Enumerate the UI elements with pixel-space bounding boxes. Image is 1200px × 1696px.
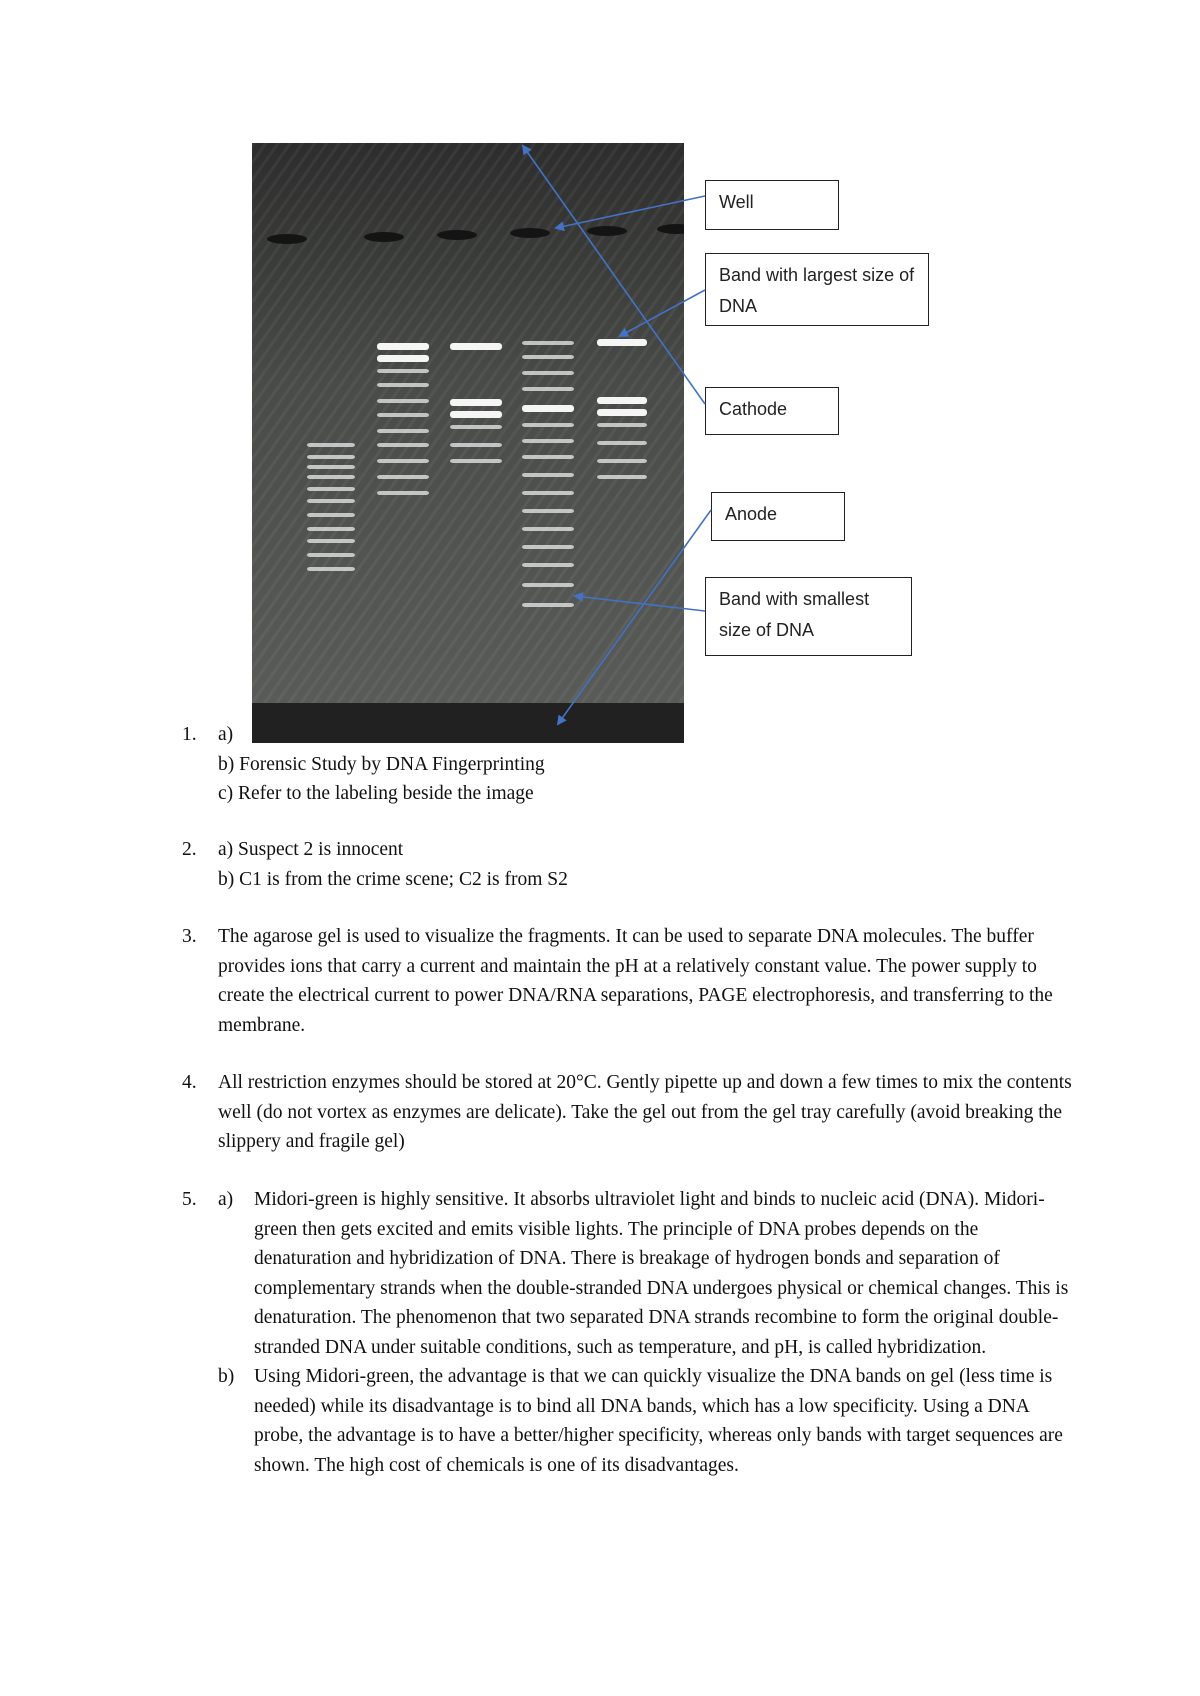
well-slot	[364, 232, 404, 242]
dna-band	[307, 553, 355, 557]
dna-band	[522, 387, 574, 391]
well-slot	[587, 226, 627, 236]
dna-band	[522, 583, 574, 587]
dna-band	[522, 405, 574, 412]
dna-band	[597, 459, 647, 463]
answer-2-line-b: b) C1 is from the crime scene; C2 is from S2	[218, 868, 568, 890]
dna-band	[307, 513, 355, 517]
label-anode: Anode	[711, 492, 845, 541]
part-b-text: Using Midori-green, the advantage is that we can quickly visualize the DNA bands on gel (less time is needed) while its disadvantage is to bind all DNA bands, which has a low specificity. Using a DNA probe, the advantage is to have a better/higher specificity, whereas only bands with target sequences are shown. The high cost of chemicals is one of its disadvantages.	[254, 1366, 1063, 1476]
dna-band	[597, 339, 647, 346]
answer-5-part-a	[218, 1185, 1078, 1362]
dna-band	[377, 475, 429, 479]
dna-band	[307, 499, 355, 503]
part-b-tag: b)	[218, 1366, 235, 1387]
answer-1-line-b: b) Forensic Study by DNA Fingerprinting	[218, 753, 545, 775]
dna-band	[597, 423, 647, 427]
dna-band	[307, 465, 355, 469]
dna-band	[307, 443, 355, 447]
dna-band	[522, 603, 574, 607]
dna-band	[450, 343, 502, 350]
well-slot	[437, 230, 477, 240]
part-a-text: Midori-green is highly sensitive. It absorbs ultraviolet light and binds to nucleic acid (DNA). Midori-green then gets excited and emits visible lights. The principle of DNA probes depends on the denaturation and hybridization of DNA. There is breakage of hydrogen bonds and separation of complementary strands when the double-stranded DNA undergoes physical or chemical changes. This is denaturation. The phenomenon that two separated DNA strands recombine to form the original double-stranded DNA under suitable conditions, such as temperature, and pH, is called hybridization.	[254, 1189, 1069, 1358]
label-cathode: Cathode	[705, 387, 839, 435]
answer-number: 2.	[182, 839, 197, 860]
dna-band	[377, 443, 429, 447]
dna-band	[377, 491, 429, 495]
dna-band	[522, 455, 574, 459]
dna-band	[307, 487, 355, 491]
answer-5-part-b	[218, 1362, 1078, 1480]
dna-band	[522, 355, 574, 359]
dna-band	[522, 371, 574, 375]
label-well: Well	[705, 180, 839, 230]
dna-band	[522, 423, 574, 427]
dna-band	[522, 473, 574, 477]
gel-svg	[252, 143, 684, 743]
answer-number: 3.	[182, 926, 197, 947]
answer-number: 1.	[182, 724, 197, 745]
dna-band	[377, 369, 429, 373]
part-a-tag: a)	[218, 1189, 234, 1210]
dna-band	[450, 399, 502, 406]
dna-band	[377, 429, 429, 433]
well-slot	[510, 228, 550, 238]
dna-band	[597, 475, 647, 479]
dna-band	[522, 439, 574, 443]
answer-2-line-a: a) Suspect 2 is innocent	[218, 839, 404, 860]
dna-band	[377, 459, 429, 463]
label-smallest-band: Band with smallest size of DNA	[705, 577, 912, 656]
dna-band	[522, 563, 574, 567]
label-largest-band: Band with largest size of DNA	[705, 253, 929, 326]
dna-band	[307, 567, 355, 571]
dna-band	[597, 397, 647, 404]
well-slot	[267, 234, 307, 244]
answer-4-text: All restriction enzymes should be stored at 20°C. Gently pipette up and down a few times to mix the contents well (do not vortex as enzymes are delicate). Take the gel out from the gel tray carefully (avoid breaking the slippery and fragile gel)	[218, 1072, 1072, 1152]
dna-band	[377, 343, 429, 350]
dna-band	[450, 443, 502, 447]
dna-band	[522, 527, 574, 531]
dna-band	[522, 509, 574, 513]
dna-band	[377, 383, 429, 387]
dna-band	[307, 527, 355, 531]
dna-band	[597, 409, 647, 416]
dna-band	[597, 441, 647, 445]
dna-band	[450, 411, 502, 418]
dna-band	[307, 539, 355, 543]
dna-band	[377, 399, 429, 403]
dna-band	[522, 491, 574, 495]
dna-band	[450, 425, 502, 429]
gel-electrophoresis-image	[252, 143, 684, 743]
answer-number: 5.	[182, 1189, 197, 1210]
dna-band	[522, 545, 574, 549]
answer-3-text: The agarose gel is used to visualize the fragments. It can be used to separate DNA molecules. The buffer provides ions that carry a current and maintain the pH at a relatively constant value. The power supply to create the electrical current to power DNA/RNA separations, PAGE electrophoresis, and transferring to the membrane.	[218, 926, 1053, 1036]
answer-number: 4.	[182, 1072, 197, 1093]
dna-band	[377, 413, 429, 417]
dna-band	[377, 355, 429, 362]
answer-1-line-c: c) Refer to the labeling beside the image	[218, 783, 534, 804]
dna-band	[307, 455, 355, 459]
answer-1-line-a: a)	[218, 724, 234, 745]
dna-band	[522, 341, 574, 345]
dna-band	[307, 475, 355, 479]
dna-band	[450, 459, 502, 463]
